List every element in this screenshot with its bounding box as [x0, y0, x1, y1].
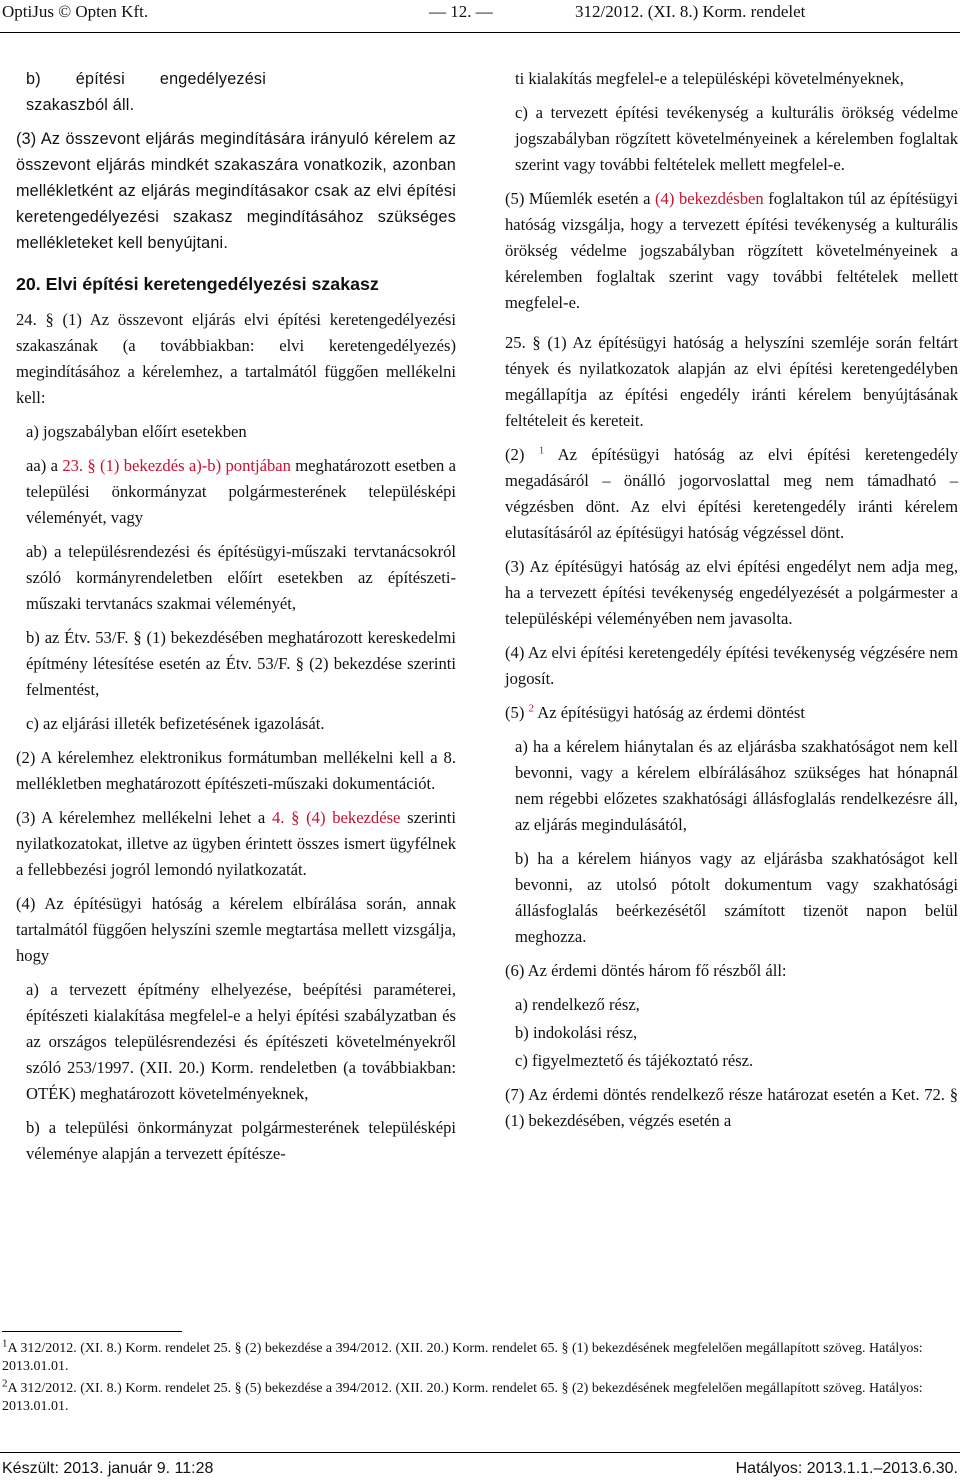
- cross-reference-link[interactable]: 4. § (4) bekezdése: [271, 808, 401, 827]
- paragraph: ti kialakítás megfelel-e a településképi követelményeknek,: [515, 69, 904, 88]
- footer-effective: Hatályos: 2013.1.1.–2013.6.30.: [735, 1460, 958, 1477]
- paragraph: (6) Az érdemi döntés három fő részből áll:: [505, 961, 787, 980]
- list-item: b) ha a kérelem hiányos vagy az eljárásba szakhatóságot kell bevonni, az utolsó pótolt dokumentum vagy szakhatósági állásfoglalás beérkezésétől számított tizenöt napon belül meghozza.: [515, 849, 958, 946]
- list-item: a) rendelkező rész,: [515, 995, 640, 1014]
- paragraph: 25. § (1) Az építésügyi hatóság a helyszíni szemléje során feltárt tények és nyilatkozatok alapján az elvi építési keretengedélyben megállapítja az építési engedély iránti kérelem benyújtásának feltételeit és kereteit.: [505, 333, 958, 430]
- footnote-link[interactable]: 1: [538, 444, 545, 457]
- section-heading: 20. Elvi építési keretengedélyezési szakasz: [16, 274, 379, 294]
- left-column: [16, 66, 456, 1175]
- list-item: b) indokolási rész,: [515, 1023, 638, 1042]
- list-item: a) jogszabályban előírt esetekben: [26, 422, 247, 441]
- paragraph: b) építési engedélyezési szakaszból áll.: [26, 70, 266, 114]
- paragraph: (2) A kérelemhez elektronikus formátumban mellékelni kell a 8. mellékletben meghatározott építészeti-műszaki dokumentációt.: [16, 748, 456, 793]
- paragraph: (4) Az elvi építési keretengedély építési tevékenység végzésére nem jogosít.: [505, 643, 958, 688]
- list-item: aa) a 23. § (1) bekezdés a)-b) pontjában meghatározott esetben a települési önkormányzat polgármesterének településképi véleményét, vagy: [26, 456, 456, 527]
- list-item: c) a tervezett építési tevékenység a kulturális örökség védelme jogszabályban rögzített követelményeinek a kérelemben foglaltak szerint vagy további feltételek mellett megfelel-e.: [515, 103, 958, 174]
- list-item: ab) a településrendezési és építésügyi-műszaki tervtanácsokról szóló kormányrendeletben előírt esetekben az építészeti-műszaki tervtanács szakmai véleményét,: [26, 542, 456, 613]
- list-item: a) ha a kérelem hiánytalan és az eljárásba szakhatóságot nem kell bevonni, vagy a kérelem elbírálásához szükséges hat hónapnál nem régebbi előzetes szakhatósági állásfoglalás rendelkezésre áll, az eljárás megindulásától,: [515, 737, 958, 834]
- paragraph: (5) $^2$ Az építésügyi hatóság az érdemi döntést: [505, 702, 805, 722]
- header-rule: [0, 32, 960, 33]
- list-item: c) az eljárási illeték befizetésének igazolását.: [26, 714, 325, 733]
- header-publisher: OptiJus © Opten Kft.: [2, 2, 149, 21]
- page-header: [0, 2, 960, 26]
- list-item: c) figyelmeztető és tájékoztató rész.: [515, 1051, 754, 1070]
- footer-rule: [0, 1452, 960, 1453]
- list-item: b) a települési önkormányzat polgármesterének településképi véleménye alapján a tervezett építésze-: [26, 1118, 456, 1163]
- header-document-title: 312/2012. (XI. 8.) Korm. rendelet: [575, 2, 806, 21]
- paragraph: (3) Az építésügyi hatóság az elvi építési engedélyt nem adja meg, ha a tervezett építési tevékenység engedélyezését a polgármester a településképi véleményében nem javasolta.: [505, 557, 958, 628]
- paragraph: (5) Műemlék esetén a (4) bekezdésben foglaltakon túl az építésügyi hatóság vizsgálja, hogy a tervezett építési tevékenység a kulturális örökség védelme jogszabályban rögzített követelményeinek a kérelemben foglaltak szerint vagy további feltételek mellett megfelel-e.: [505, 189, 958, 312]
- footnote-link[interactable]: 2: [528, 702, 534, 715]
- footnote: $^1$A 312/2012. (XI. 8.) Korm. rendelet 25. § (2) bekezdése a 394/2012. (XII. 20.) Korm. rendelet 65. § (1) bekezdésének megfelelően megállapított szöveg. Hatályos: 2013.01.01.: [2, 1337, 923, 1374]
- cross-reference-link[interactable]: (4) bekezdésben: [655, 189, 764, 208]
- paragraph: (3) Az összevont eljárás megindítására irányuló kérelem az összevont eljárás mindkét szakaszára vonatkozik, azonban mellékletként az eljárás megindításakor csak az elvi építési keretengedélyezési szakasz megindításához szükséges mellékleteket kell benyújtani.: [16, 130, 456, 252]
- paragraph: (7) Az érdemi döntés rendelkező része határozat esetén a Ket. 72. § (1) bekezdésében, végzés esetén a: [505, 1085, 958, 1130]
- footnote: $^2$A 312/2012. (XI. 8.) Korm. rendelet 25. § (5) bekezdése a 394/2012. (XII. 20.) Korm. rendelet 65. § (2) bekezdésének megfelelően megállapított szöveg. Hatályos: 2013.01.01.: [2, 1377, 923, 1414]
- right-column: [505, 66, 958, 1142]
- list-item: a) a tervezett építmény elhelyezése, beépítési paraméterei, építészeti kialakítása megfelel-e a helyi építési szabályzatban és az országos településrendezési és építészeti követelményekről szóló 253/1997. (XII. 20.) Korm. rendeletben (a továbbiakban: OTÉK) meghatározott követelményeknek,: [26, 980, 456, 1103]
- paragraph: (2) $^1$ Az építésügyi hatóság az elvi építési keretengedély megadásáról – önálló jogorvoslattal meg nem támadható – végzésben dönt. Az elvi építési keretengedély iránti kérelem elutasításáról az építésügyi hatóság végzéssel dönt.: [505, 444, 958, 542]
- cross-reference-link[interactable]: 23. § (1) bekezdés a)-b) pontjában: [62, 456, 291, 475]
- paragraph: 24. § (1) Az összevont eljárás elvi építési keretengedélyezési szakaszának (a továbbiakban: elvi keretengedélyezés) megindításához a kérelemhez, a tartalmától függően mellékelni kell:: [16, 310, 456, 407]
- paragraph: (3) A kérelemhez mellékelni lehet a 4. § (4) bekezdése szerinti nyilatkozatokat, illetve az ügyben érintett összes ismert ügyfélnek a fellebbezési jogról lemondó nyilatkozatát.: [16, 808, 456, 879]
- footer-created: Készült: 2013. január 9. 11:28: [2, 1460, 214, 1477]
- paragraph: (4) Az építésügyi hatóság a kérelem elbírálása során, annak tartalmától függően helyszíni szemle megtartása mellett vizsgálja, hogy: [16, 894, 456, 965]
- header-page-number: — 12. —: [429, 2, 493, 21]
- footnote-rule: [2, 1331, 182, 1332]
- list-item: b) az Étv. 53/F. § (1) bekezdésében meghatározott kereskedelmi építmény létesítése esetén az Étv. 53/F. § (2) bekezdése szerinti felmentést,: [26, 628, 456, 699]
